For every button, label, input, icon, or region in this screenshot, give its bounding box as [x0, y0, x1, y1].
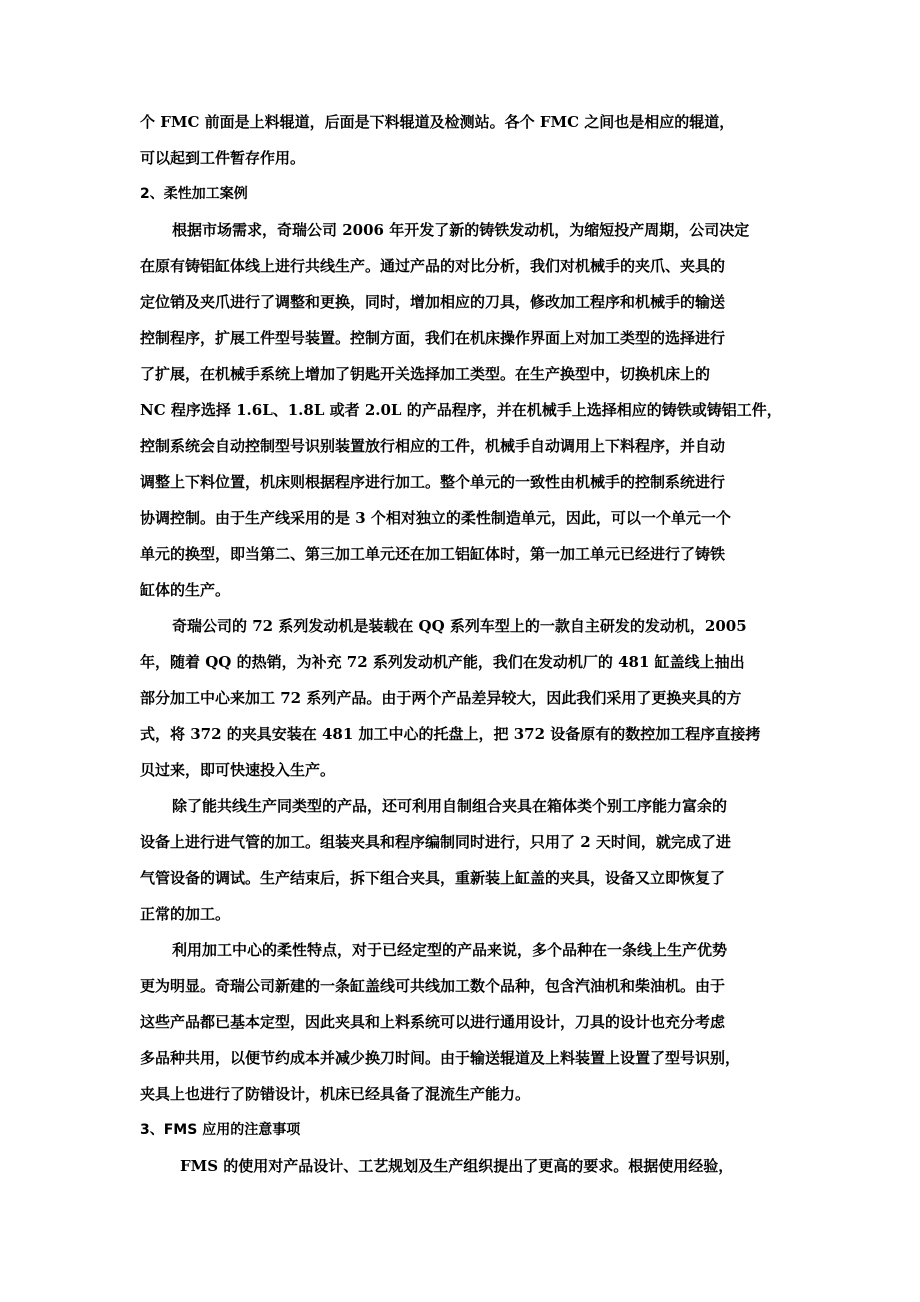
text-line: 气管设备的调试。生产结束后，拆下组合夹具，重新装上缸盖的夹具，设备又立即恢复了	[140, 869, 726, 887]
paragraph-first-line: 奇瑞公司的 72 系列发动机是装载在 QQ 系列车型上的一款自主研发的发动机，2005	[172, 617, 747, 635]
paragraph-first-line: FMS 的使用对产品设计、工艺规划及生产组织提出了更高的要求。根据使用经验，	[180, 1157, 734, 1175]
paragraph-first-line: 利用加工中心的柔性特点，对于已经定型的产品来说，多个品种在一条线上生产优势	[172, 941, 728, 959]
text-line: NC 程序选择 1.6L、1.8L 或者 2.0L 的产品程序，并在机械手上选择相应的铸铁或铸铝工件，	[140, 401, 782, 419]
section-heading: 2、柔性加工案例	[140, 186, 248, 202]
text-line: 可以起到工件暂存作用。	[140, 149, 306, 167]
text-line: 缸体的生产。	[140, 581, 231, 599]
text-line: 在原有铸铝缸体线上进行共线生产。通过产品的对比分析，我们对机械手的夹爪、夹具的	[140, 257, 726, 275]
text-line: 式，将 372 的夹具安装在 481 加工中心的托盘上，把 372 设备原有的数控加工程序直接拷	[140, 725, 761, 743]
text-line: 了扩展，在机械手系统上增加了钥匙开关选择加工类型。在生产换型中，切换机床上的	[140, 365, 711, 383]
section-heading: 3、FMS 应用的注意事项	[140, 1122, 301, 1138]
text-line: 控制程序，扩展工件型号装置。控制方面，我们在机床操作界面上对加工类型的选择进行	[140, 329, 726, 347]
text-line: 正常的加工。	[140, 905, 231, 923]
text-line: 夹具上也进行了防错设计，机床已经具备了混流生产能力。	[140, 1085, 531, 1103]
text-line: 多品种共用，以便节约成本并减少换刀时间。由于输送辊道及上料装置上设置了型号识别，	[140, 1049, 741, 1067]
paragraph-first-line: 除了能共线生产同类型的产品，还可利用自制组合夹具在箱体类个别工序能力富余的	[172, 797, 728, 815]
text-line: 个 FMC 前面是上料辊道，后面是下料辊道及检测站。各个 FMC 之间也是相应的辊道，	[140, 113, 735, 131]
text-line: 协调控制。由于生产线采用的是 3 个相对独立的柔性制造单元，因此，可以一个单元一个	[140, 509, 731, 527]
text-line: 部分加工中心来加工 72 系列产品。由于两个产品差异较大，因此我们采用了更换夹具的方	[140, 689, 742, 707]
text-line: 年，随着 QQ 的热销，为补充 72 系列发动机产能，我们在发动机厂的 481 缸盖线上抽出	[140, 653, 745, 671]
text-line: 设备上进行进气管的加工。组装夹具和程序编制同时进行，只用了 2 天时间，就完成了进	[140, 833, 731, 851]
text-line: 控制系统会自动控制型号识别装置放行相应的工件，机械手自动调用上下料程序，并自动	[140, 437, 726, 455]
text-line: 贝过来，即可快速投入生产。	[140, 761, 336, 779]
text-line: 这些产品都已基本定型，因此夹具和上料系统可以进行通用设计，刀具的设计也充分考虑	[140, 1013, 726, 1031]
text-line: 定位销及夹爪进行了调整和更换，同时，增加相应的刀具，修改加工程序和机械手的输送	[140, 293, 726, 311]
text-line: 单元的换型，即当第二、第三加工单元还在加工铝缸体时，第一加工单元已经进行了铸铁	[140, 545, 726, 563]
paragraph-first-line: 根据市场需求，奇瑞公司 2006 年开发了新的铸铁发动机，为缩短投产周期，公司决定	[172, 221, 750, 239]
text-line: 调整上下料位置，机床则根据程序进行加工。整个单元的一致性由机械手的控制系统进行	[140, 473, 726, 491]
text-line: 更为明显。奇瑞公司新建的一条缸盖线可共线加工数个品种，包含汽油机和柴油机。由于	[140, 977, 726, 995]
